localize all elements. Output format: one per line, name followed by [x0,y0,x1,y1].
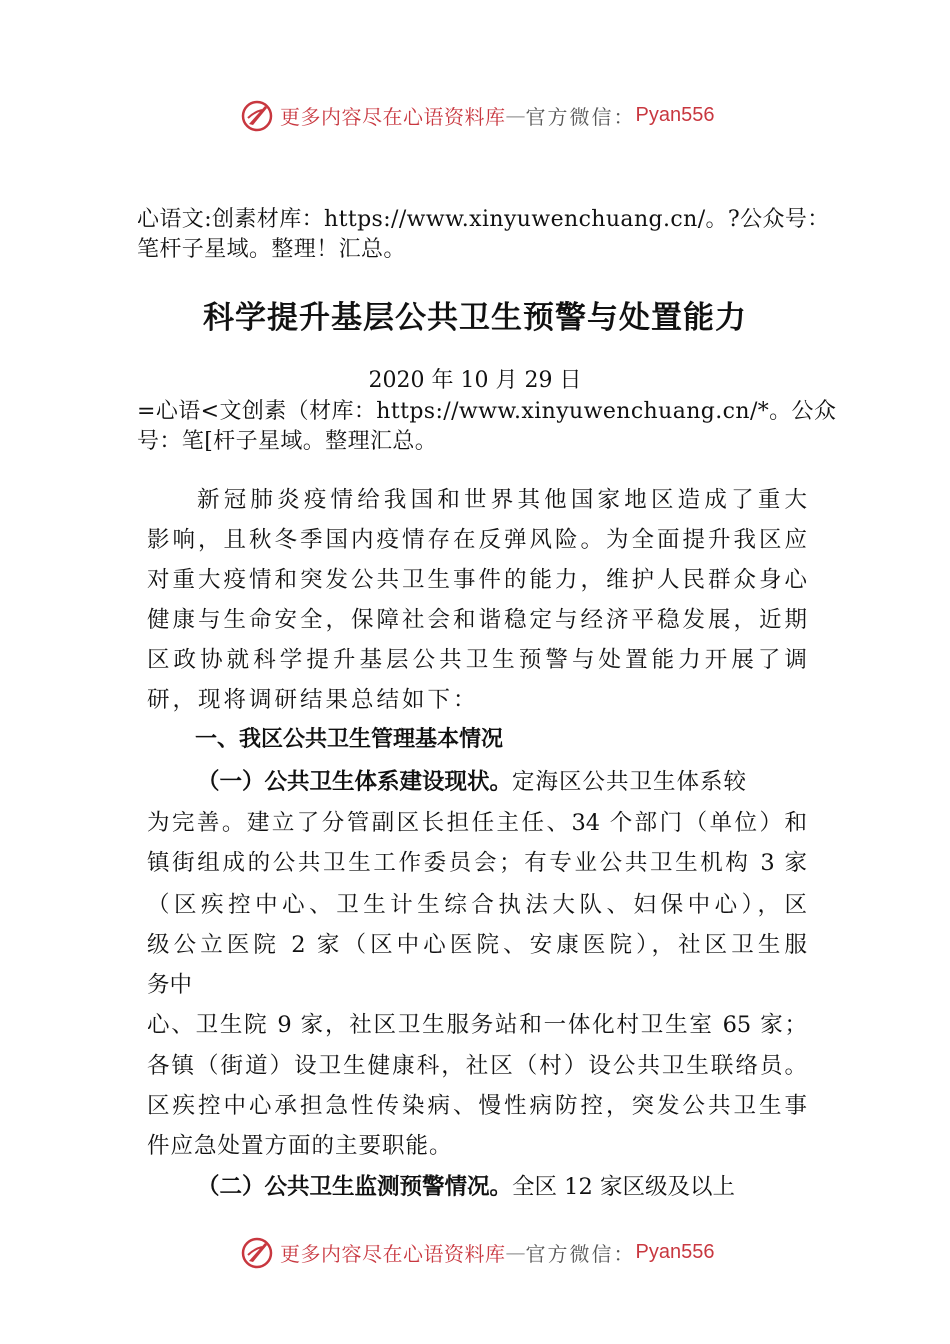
header-banner [0,95,950,135]
paragraph-line: 健康与生命安全，保障社会和谐稳定与经济平稳发展，近期 [147,607,807,633]
subsection-line [197,1172,807,1202]
banner-separator: — [505,103,526,127]
banner-text: 更多内容尽在心语资料库 [280,104,506,129]
subsection-line [197,767,807,797]
paragraph-line: 镇街组成的公共卫生工作委员会；有专业公共卫生机构 3 家 [147,850,807,876]
paragraph-line: 为完善。建立了分管副区长担任主任、34 个部门（单位）和 [147,810,807,836]
quill-logo-icon [240,1235,274,1269]
paragraph-line: （区疾控中心、卫生计生综合执法大队、妇保中心），区 [147,892,807,918]
paragraph-line: 级公立医院 2 家（区中心医院、安康医院），社区卫生服 [147,932,807,958]
page-title: 科学提升基层公共卫生预警与处置能力 [203,300,747,336]
banner-wechat-id: Pyan556 [635,103,715,126]
paragraph-line: 务中 [147,972,193,998]
paragraph-line: 区疾控中心承担急性传染病、慢性病防控，突发公共卫生事 [147,1093,807,1119]
banner-wechat-label: 官方微信： [525,1241,636,1266]
subsection-text: 全区 12 家区级及以上 [512,1174,735,1200]
source-note-1: 心语文:创素材库：https://www.xinyuwenchuang.cn/。?公众号：笔杆子星域。整理！汇总。 [137,207,830,262]
paragraph-line: 件应急处置方面的主要职能。 [147,1133,453,1159]
paragraph-line: 对重大疫情和突发公共卫生事件的能力，维护人民群众身心 [147,567,807,593]
footer-banner [0,1232,950,1272]
source-note-2: =心语<文创素（材库：https://www.xinyuwenchuang.cn/*。公众号：笔[杆子星域。整理汇总。 [137,399,837,454]
paragraph-line: 研，现将调研结果总结如下： [147,687,479,713]
subsection-heading: （一）公共卫生体系建设现状。 [197,769,513,795]
paragraph-line: 影响，且秋冬季国内疫情存在反弹风险。为全面提升我区应 [147,527,807,553]
paragraph-line: 心、卫生院 9 家，社区卫生服务站和一体化村卫生室 65 家； [147,1012,807,1038]
section-heading: 一、我区公共卫生管理基本情况 [195,727,504,752]
banner-text: 更多内容尽在心语资料库 [280,1241,506,1266]
paragraph-line: 区政协就科学提升基层公共卫生预警与处置能力开展了调 [147,647,807,673]
banner-wechat-id: Pyan556 [635,1240,715,1263]
paragraph-line: 新冠肺炎疫情给我国和世界其他国家地区造成了重大 [197,487,807,513]
banner-wechat-label: 官方微信： [525,104,636,129]
document-date: 2020 年 10 月 29 日 [368,368,582,393]
subsection-text: 定海区公共卫生体系较 [512,769,748,795]
quill-logo-icon [240,98,274,132]
paragraph-line: 各镇（街道）设卫生健康科，社区（村）设公共卫生联络员。 [147,1053,807,1079]
banner-separator: — [505,1240,526,1264]
subsection-heading: （二）公共卫生监测预警情况。 [197,1174,513,1200]
